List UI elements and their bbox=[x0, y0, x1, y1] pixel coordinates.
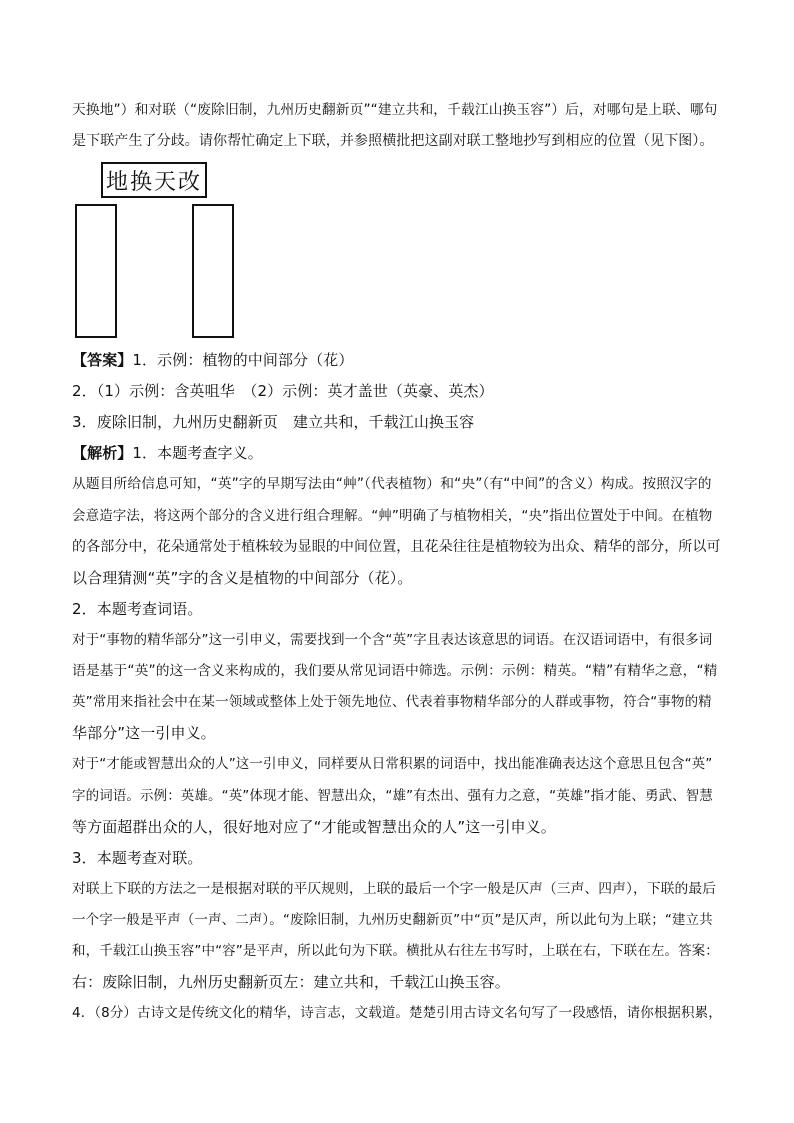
analysis-line: 2．本题考查词语。 bbox=[72, 600, 203, 618]
answer-text-1: 1．示例：植物的中间部分（花） bbox=[132, 351, 354, 369]
answer-tag: 【答案】 bbox=[72, 351, 133, 369]
question-text-line-2: 是下联产生了分歧。请你帮忙确定上下联，并参照横批把这副对联工整地抄写到相应的位置（见下图）。 bbox=[72, 133, 714, 149]
analysis-line-1 bbox=[72, 443, 722, 463]
analysis-line: 字的词语。示例：英雄。“英”体现才能、智慧出众，“雄”有杰出、强有力之意，“英雄”指才能、勇武、智慧 bbox=[72, 788, 713, 804]
answer-line-3: 3．废除旧制，九州历史翻新页 建立共和，千载江山换玉容 bbox=[72, 413, 475, 431]
horizontal-scroll-box bbox=[101, 162, 207, 198]
analysis-line: 英”常用来指社会中在某一领域或整体上处于领先地位、代表着事物精华部分的人群或事物，符合“事物的精 bbox=[72, 694, 712, 710]
analysis-line: 对于“事物的精华部分”这一引申义，需要找到一个含“英”字且表达该意思的词语。在汉语词语中，有很多词 bbox=[72, 632, 713, 648]
analysis-line: 以合理猜测“英”字的含义是植物的中间部分（花）。 bbox=[72, 569, 413, 587]
analysis-line: 从题目所给信息可知，“英”字的早期写法由“艸”（代表植物）和“央”（有“中间”的含义）构成。按照汉字的 bbox=[72, 476, 712, 492]
analysis-line: 对于“才能或智慧出众的人”这一引申义，同样要从日常积累的词语中，找出能准确表达这个意思且包含“英” bbox=[72, 756, 713, 772]
right-couplet-box bbox=[192, 204, 234, 338]
analysis-line: 语是基于“英”的这一含义来构成的，我们要从常见词语中筛选。示例：示例：精英。“精”有精华之意，“精 bbox=[72, 663, 718, 679]
answer-line-1 bbox=[72, 350, 722, 370]
analysis-line: 等方面超群出众的人，很好地对应了“才能或智慧出众的人”这一引申义。 bbox=[72, 818, 556, 836]
analysis-line: 的各部分中，花朵通常处于植株较为显眼的中间位置，且花朵往往是植物较为出众、精华的部分，所以可 bbox=[72, 539, 721, 555]
left-couplet-box bbox=[75, 204, 117, 338]
horizontal-scroll-text: 地换天改 bbox=[105, 169, 202, 195]
analysis-line: 华部分”这一引申义。 bbox=[72, 724, 216, 742]
analysis-line: 右：废除旧制，九州历史翻新页左：建立共和，千载江山换玉容。 bbox=[72, 973, 510, 991]
question-4-line: 4．（8分）古诗文是传统文化的精华，诗言志，文载道。楚楚引用古诗文名句写了一段感悟，请你根据积累， bbox=[72, 1005, 722, 1021]
analysis-line: 会意造字法，将这两个部分的含义进行组合理解。“艸”明确了与植物相关，“央”指出位置处于中间。在植物 bbox=[72, 508, 713, 524]
analysis-line: 对联上下联的方法之一是根据对联的平仄规则，上联的最后一个字一般是仄声（三声、四声），下联的最后 bbox=[72, 881, 717, 897]
analysis-line: 和，千载江山换玉容”中“容”是平声，所以此句为下联。横批从右往左书写时，上联在右，下联在左。答案： bbox=[72, 943, 719, 959]
question-text-line-1: 天换地”）和对联（“废除旧制，九州历史翻新页”“建立共和，千载江山换玉容”）后，对哪句是上联、哪句 bbox=[72, 102, 718, 118]
analysis-line: 3．本题考查对联。 bbox=[72, 849, 203, 867]
analysis-first: 1．本题考查字义。 bbox=[132, 444, 263, 462]
analysis-tag: 【解析】 bbox=[72, 444, 133, 462]
analysis-line: 一个字一般是平声（一声、二声）。“废除旧制，九州历史翻新页”中“页”是仄声，所以此句为上联；“建立共 bbox=[72, 912, 713, 928]
answer-line-2: 2．（1）示例：含英咀华 （2）示例：英才盖世（英豪、英杰） bbox=[72, 382, 494, 400]
